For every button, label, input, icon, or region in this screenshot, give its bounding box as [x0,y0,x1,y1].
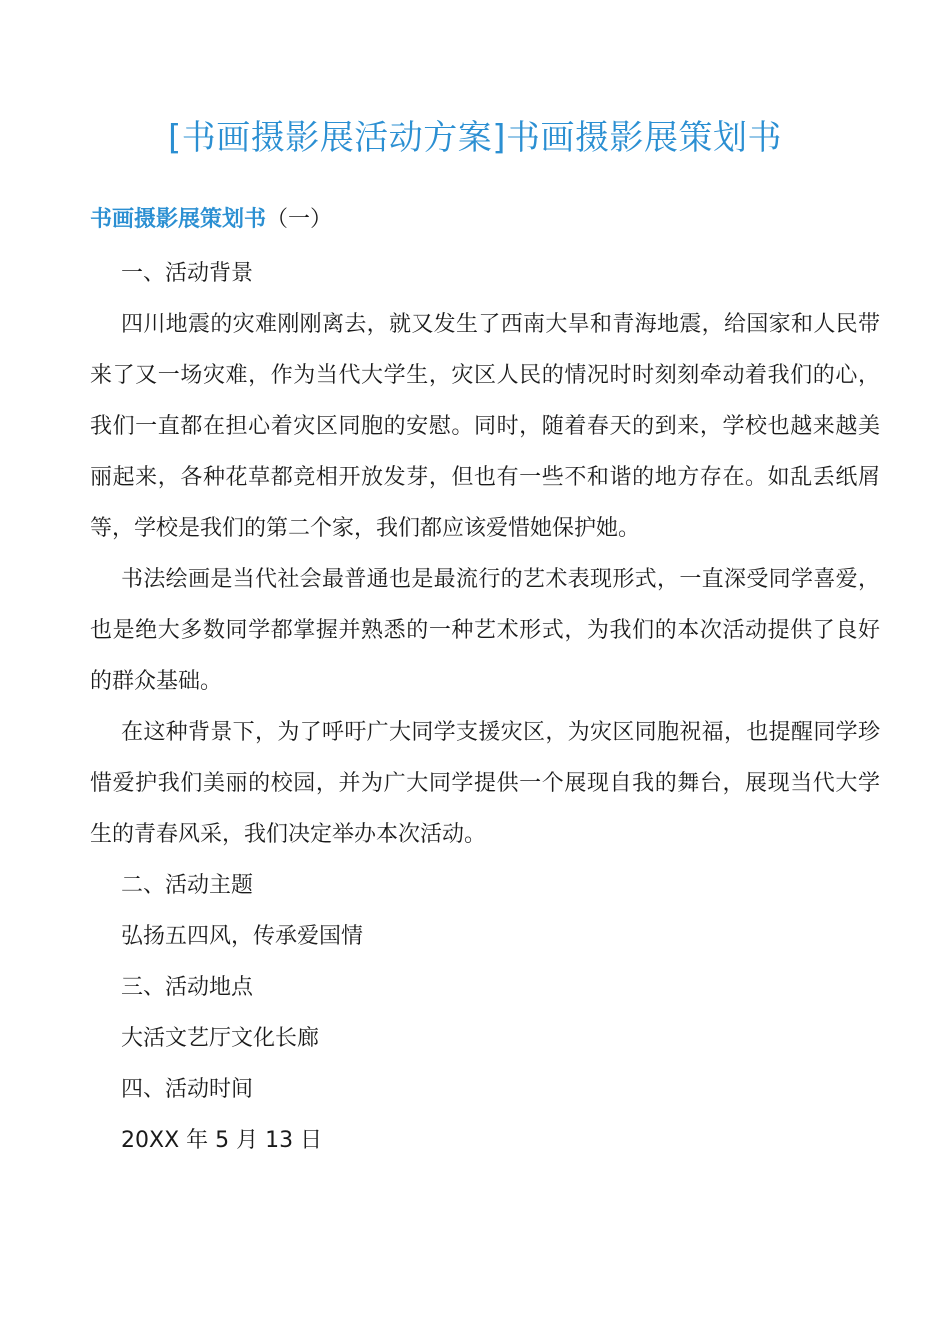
theme-text: 弘扬五四风，传承爱国情 [121,924,364,949]
section-heading-suffix: （一） [266,207,333,232]
location-text: 大活文艺厅文化长廊 [121,1026,320,1051]
paragraph-background-1: 四川地震的灾难刚刚离去，就又发生了西南大旱和青海地震，给国家和人民带来了又一场灾难，作为当代大学生，灾区人民的情况时时刻刻牵动着我们的心，我们一直都在担心着灾区同胞的安慰。同时，随着春天的到来，学校也越来越美丽起来，各种花草都竞相开放发芽，但也有一些不和谐的地方存在。如乱丢纸屑等，学校是我们的第二个家，我们都应该爱惜她保护她。 [90,312,880,541]
heading-background: 一、活动背景 [121,261,254,286]
section-heading-main: 书画摄影展策划书 [90,207,267,232]
document-body [90,248,880,1166]
section-heading [90,200,332,240]
heading-location: 三、活动地点 [121,975,254,1000]
heading-time: 四、活动时间 [121,1077,254,1102]
document-title: [书画摄影展活动方案]书画摄影展策划书 [167,118,783,158]
paragraph-background-2: 书法绘画是当代社会最普通也是最流行的艺术表现形式，一直深受同学喜爱，也是绝大多数同学都掌握并熟悉的一种艺术形式，为我们的本次活动提供了良好的群众基础。 [90,567,880,694]
paragraph-background-3: 在这种背景下，为了呼吁广大同学支援灾区，为灾区同胞祝福，也提醒同学珍惜爱护我们美丽的校园，并为广大同学提供一个展现自我的舞台，展现当代大学生的青春风采，我们决定举办本次活动。 [90,720,880,847]
heading-theme: 二、活动主题 [121,873,254,898]
time-text: 20XX 年 5 月 13 日 [121,1128,323,1153]
